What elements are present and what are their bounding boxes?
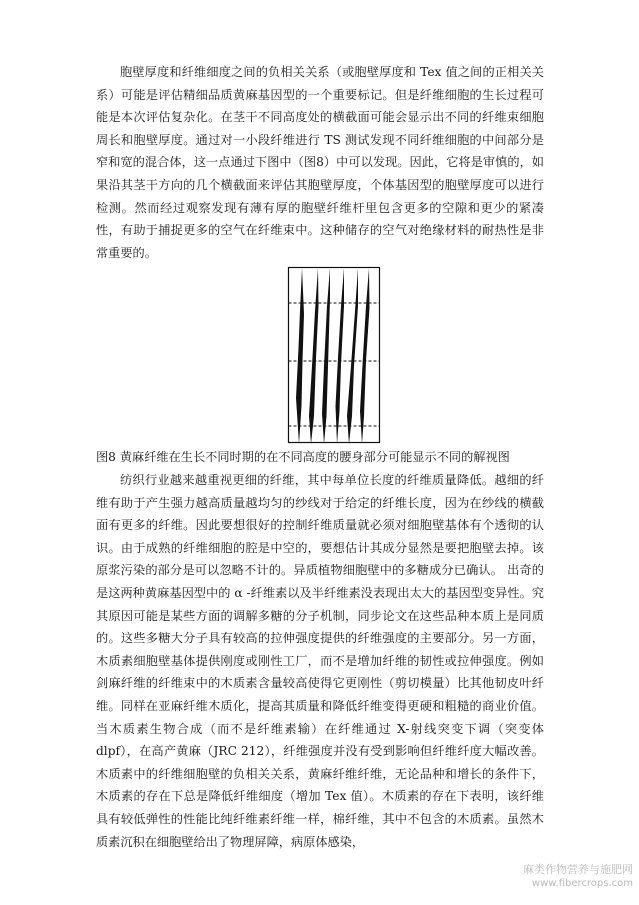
body-paragraph-1: 胞壁厚度和纤维细度之间的负相关关系（或胞壁厚度和 Tex 值之间的正相关关系）可能是评估精细品质黄麻基因型的一个重要标记。但是纤维细胞的生长过程可能是本次评估复杂化。在茎干不同高度处的横截面可能会显示出不同的纤维束细胞周长和胞壁厚度。通过对一小段纤维进行 TS 测试发现不同纤维细胞的中间部分是窄和宽的混合体，这一点通过下图中（图8）中可以发现。因此，它将是审慎的，如果沿其茎干方向的几个横截面来评估其胞壁厚度，个体基因型的胞壁厚度可以进行检测。然而经过观察发现有薄有厚的胞壁纤维杆里包含更多的空隙和更少的紧凑性，有助于捕捉更多的空气在纤维束中。这种储存的空气对绝缘材料的耐热性是非常重要的。 xyxy=(96,65,544,260)
fiber-cell xyxy=(296,268,304,444)
body-paragraph-2: 纺织行业越来越重视更细的纤维，其中每单位长度的纤维质量降低。越细的纤维有助于产生强力越高质量越均匀的纱线对于给定的纤维长度，因为在纱线的横截面有更多的纤维。因此要想很好的控制纤维质量就必须对细胞壁基体有个透彻的认识。由于成熟的纤维细胞的腔是中空的，要想估计其成分显然是要把胞壁去掉。该原浆污染的部分是可以忽略不计的。异质植物细胞壁中的多糖成分已确认。 出奇的是这两种黄麻基因型中的 α -纤维素以及半纤维素没表现出太大的基因型变异性。究其原因可能是某些方面的调解多糖的分子机制，同步论文在这些品种本质上是同质的。这些多糖大分子具有较高的拉伸强度提供的纤维强度的主要部分。另一方面，木质素细胞壁基体提供刚度或刚性工厂，而不是增加纤维的韧性或拉伸强度。例如剑麻纤维的纤维束中的木质素含量较高使得它更刚性（剪切模量）比其他韧皮叶纤维。同样在亚麻纤维木质化，提高其质量和降低纤维变得更硬和粗糙的商业价值。当木质素生物合成（而不是纤维素输）在纤维通过 X-射线突变下调（突变体 dlpf），在高产黄麻（JRC 212），纤维强度并没有受到影响但纤维纤度大幅改善。木质素中的纤维细胞壁的负相关关系，黄麻纤维纤维，无论品种和增长的条件下，木质素的存在下总是降低纤维细度（增加 Tex 值）。木质素的存在下表明，该纤维具有较低弹性的性能比纯纤维素纤维一样，棉纤维，其中不包含的木质素。虽然木质素沉积在细胞壁给出了物理屏障，病原体感染， xyxy=(96,473,544,849)
fiber-cell xyxy=(309,268,319,444)
fiber-cell xyxy=(347,268,358,444)
watermark-name: 麻类作物营养与施肥网 xyxy=(523,863,633,876)
figure-caption: 图8 黄麻纤维在生长不同时期的在不同高度的腰身部分可能显示不同的解视图 xyxy=(96,450,510,464)
fiber-cells xyxy=(296,268,370,444)
fiber-cross-section-figure xyxy=(287,266,381,444)
site-watermark xyxy=(523,863,633,891)
fiber-cell xyxy=(336,268,345,444)
watermark-url: www.fibercrops.com xyxy=(531,878,633,889)
fiber-cell xyxy=(322,268,330,444)
fiber-cell xyxy=(360,268,370,444)
